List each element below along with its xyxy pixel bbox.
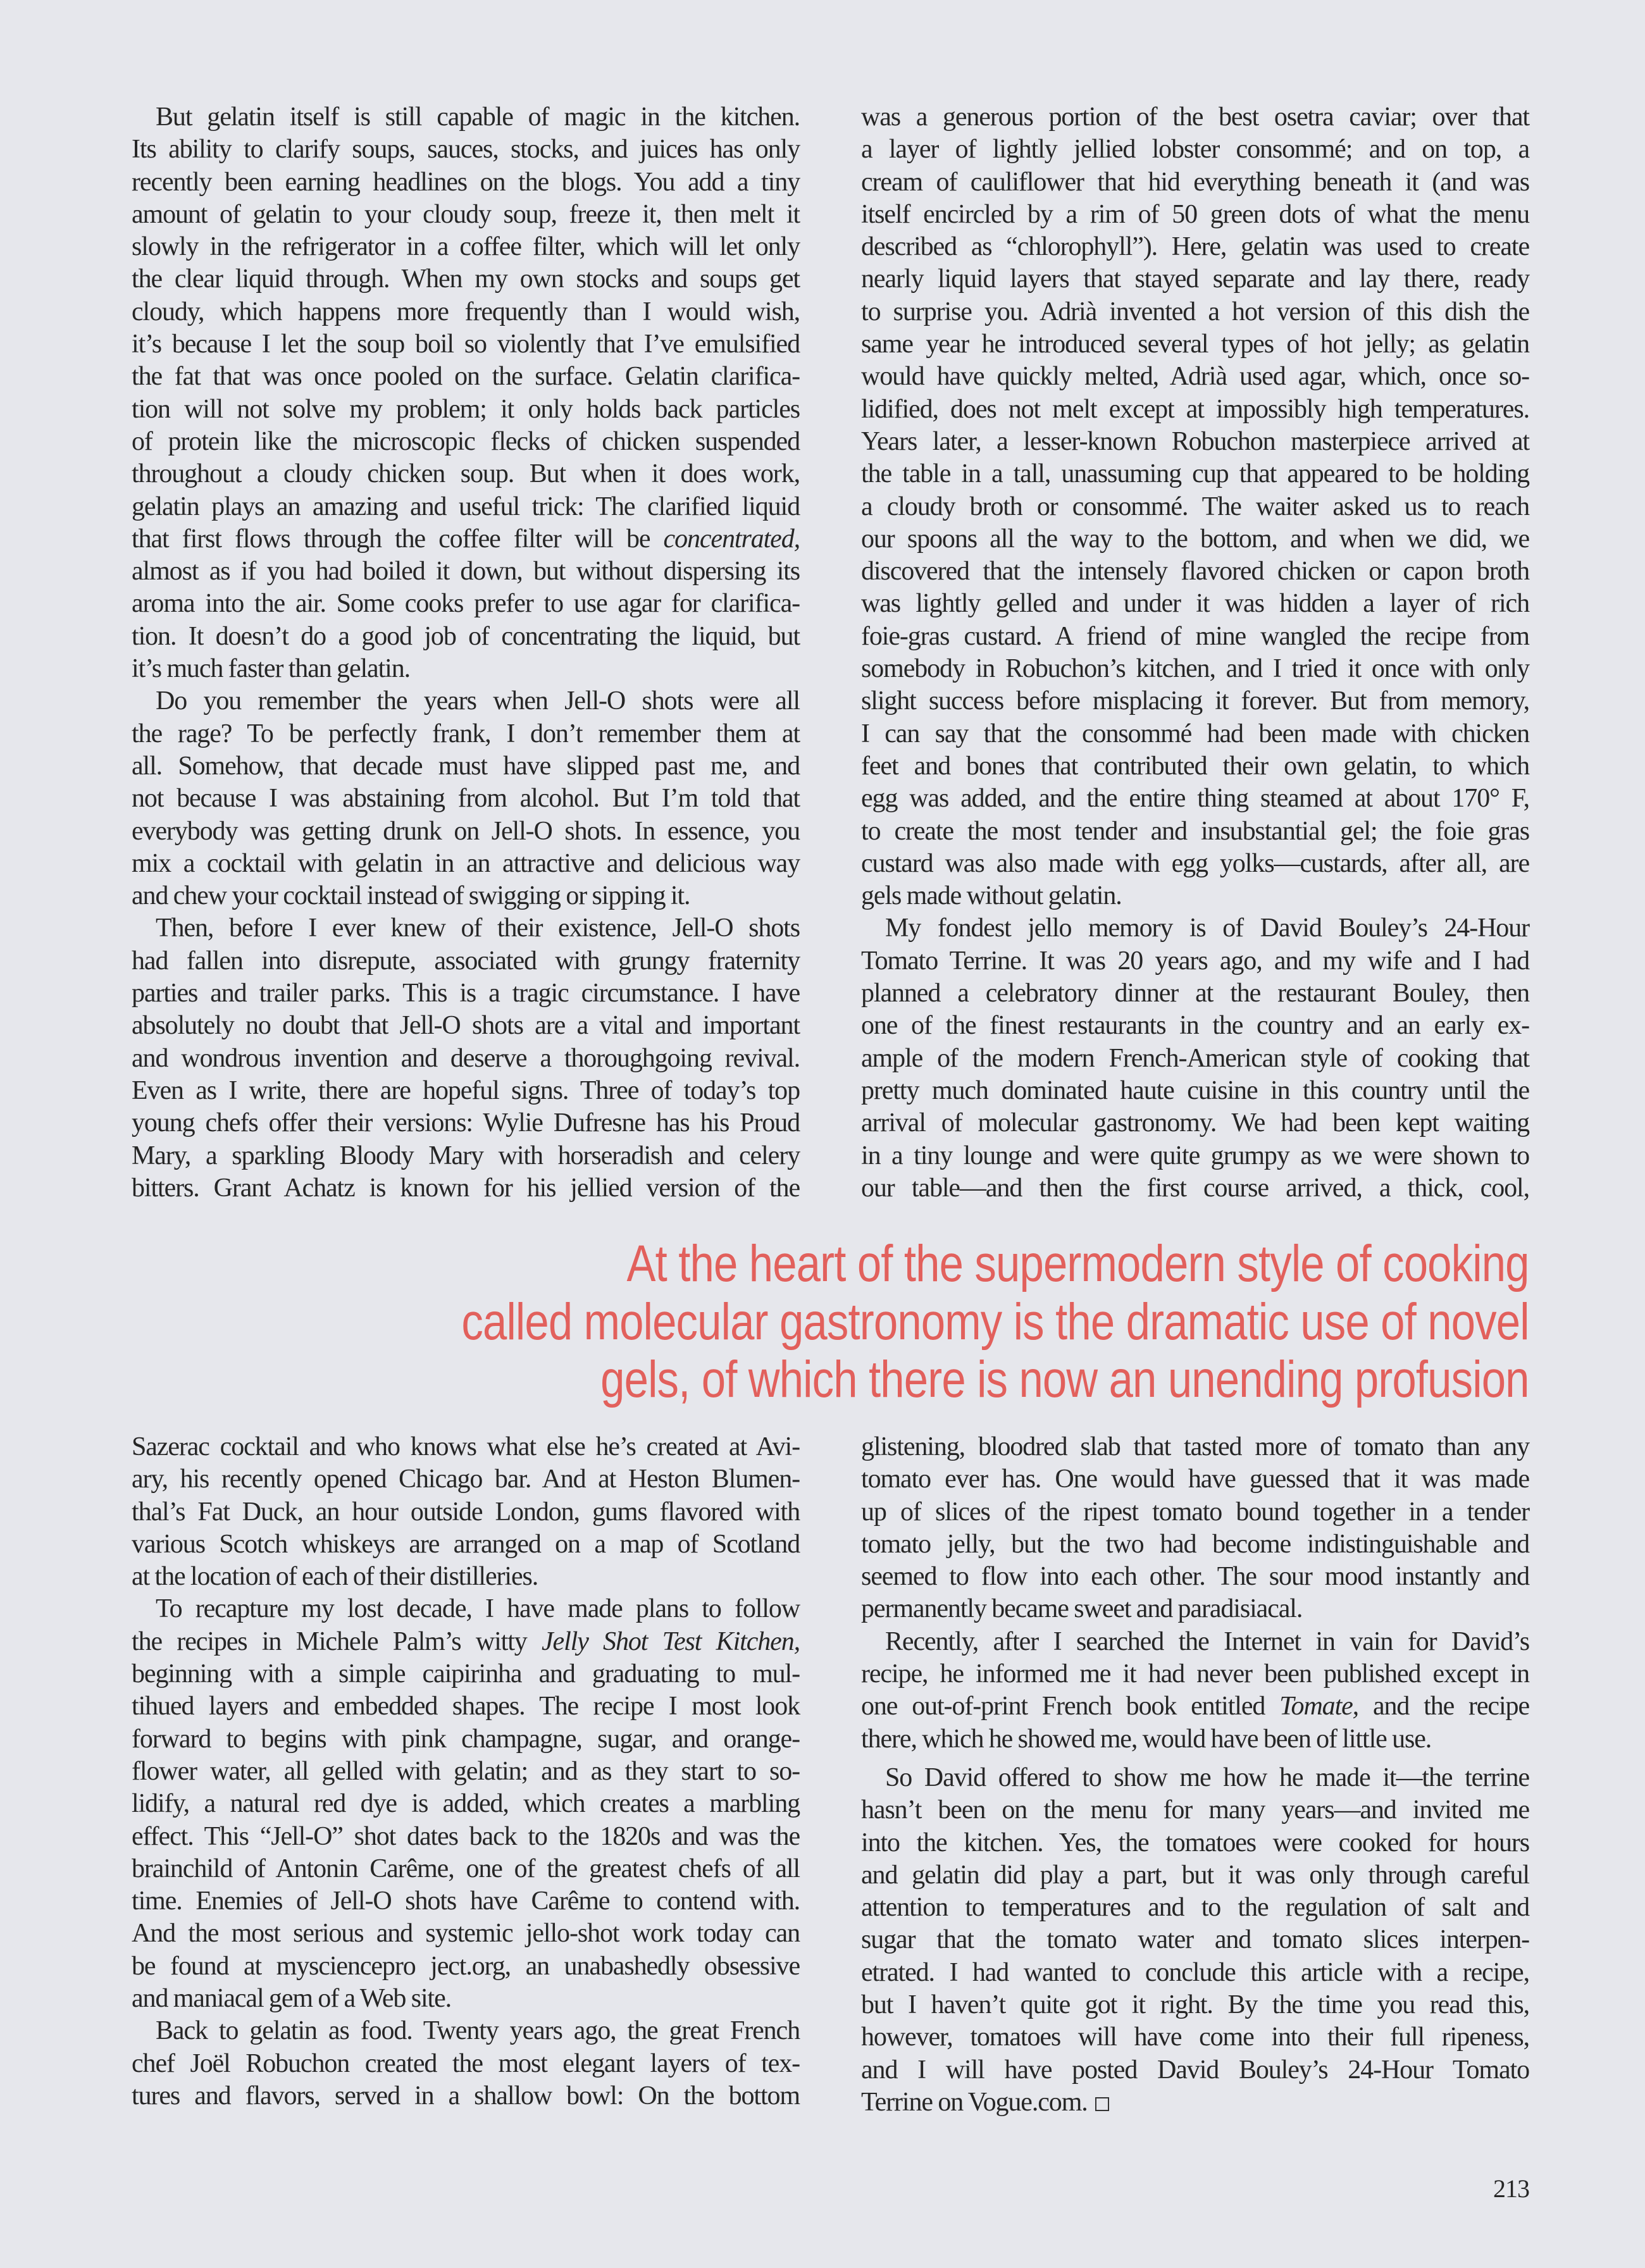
text-line	[132, 523, 800, 555]
text-line: cloudy, which happens more frequently than I would wish,	[132, 297, 800, 326]
text-run: that first flows through the coffee filter will be	[132, 524, 664, 554]
text-line: and maniacal gem of a Web site.	[132, 1984, 452, 2014]
text-line: slowly in the refrigerator in a coffee filter, which will let only	[132, 232, 800, 262]
text-line: Mary, a sparkling Bloody Mary with horseradish and celery	[132, 1141, 800, 1170]
text-line: tomato jelly, but the two had become indistinguishable and	[861, 1529, 1529, 1559]
paragraph	[132, 685, 800, 912]
end-of-article-square-icon	[1095, 2097, 1109, 2111]
paragraph	[861, 1762, 1529, 2119]
text-line: one of the finest restaurants in the country and an early ex-	[861, 1011, 1529, 1041]
text-line: effect. This “Jell-O” shot dates back to the 1820s and was the	[132, 1821, 800, 1851]
text-line: it’s because I let the soup boil so violently that I’ve emulsified	[132, 330, 800, 359]
text-line: the rage? To be perfectly frank, I don’t remember them at	[132, 719, 800, 748]
text-line: etrated. I had wanted to conclude this article with a recipe,	[861, 1957, 1529, 1987]
text-line: there, which he showed me, would have been of little use.	[861, 1724, 1432, 1754]
text-line: My fondest jello memory is of David Bouley’s 24-Hour	[885, 914, 1529, 943]
text-line: slight success before misplacing it forever. But from memory,	[861, 686, 1529, 716]
text-line: Recently, after I searched the Internet in vain for David’s	[885, 1627, 1529, 1656]
text-line: seemed to flow into each other. The sour mood instantly and	[861, 1562, 1529, 1592]
text-line: described as “chlorophyll”). Here, gelatin was used to create	[861, 232, 1529, 262]
text-line: our spoons all the way to the bottom, and when we did, we	[861, 524, 1529, 554]
text-line: So David offered to show me how he made it—the terrine	[885, 1763, 1529, 1792]
column-left-top	[132, 101, 800, 1205]
text-line: feet and bones that contributed their own gelatin, to which	[861, 751, 1529, 781]
text-line: attention to temperatures and to the regulation of salt and	[861, 1893, 1529, 1923]
text-line: itself encircled by a rim of 50 green dots of what the menu	[861, 199, 1529, 229]
text-line: cream of cauliflower that hid everything beneath it (and was	[861, 167, 1529, 197]
text-line: and gelatin did play a part, but it was only through careful	[861, 1860, 1529, 1890]
text-line: custard was also made with egg yolks—custards, after all, are	[861, 848, 1529, 878]
text-line: planned a celebratory dinner at the restaurant Bouley, then	[861, 979, 1529, 1008]
text-line: nearly liquid layers that stayed separate and lay there, ready	[861, 264, 1529, 294]
text-line: sugar that the tomato water and tomato slices interpen-	[861, 1925, 1529, 1955]
text-line: but I haven’t quite got it right. By the time you read this,	[861, 1990, 1529, 2020]
text-line	[132, 1626, 800, 1658]
text-line: of protein like the microscopic flecks of chicken suspended	[132, 426, 800, 456]
text-line: be found at mysciencepro ject.org, an unabashedly obsessive	[132, 1951, 800, 1981]
text-line: arrival of molecular gastronomy. We had been kept waiting	[861, 1108, 1529, 1138]
text-line: brainchild of Antonin Carême, one of the greatest chefs of all	[132, 1854, 800, 1883]
text-line: Even as I write, there are hopeful signs. Three of today’s top	[132, 1075, 800, 1105]
text-line: throughout a cloudy chicken soup. But when it does work,	[132, 459, 800, 489]
text-line: various Scotch whiskeys are arranged on a map of Scotland	[132, 1529, 800, 1559]
text-line: all. Somehow, that decade must have slipped past me, and	[132, 751, 800, 781]
text-line: ary, his recently opened Chicago bar. And at Heston Blumen-	[132, 1465, 800, 1494]
text-line: would have quickly melted, Adrià used agar, which, once so-	[861, 362, 1529, 392]
text-line: forward to begins with pink champagne, sugar, and orange-	[132, 1724, 800, 1754]
text-line: And the most serious and systemic jello-shot work today can	[132, 1919, 800, 1949]
text-line: same year he introduced several types of hot jelly; as gelatin	[861, 330, 1529, 359]
text-run: the recipes in Michele Palm’s witty	[132, 1627, 542, 1656]
paragraph	[861, 101, 1529, 912]
text-line: beginning with a simple caipirinha and graduating to mul-	[132, 1659, 800, 1689]
text-line: permanently became sweet and paradisiacal.	[861, 1594, 1303, 1624]
text-line: chef Joël Robuchon created the most elegant layers of tex-	[132, 2048, 800, 2078]
paragraph	[132, 1431, 800, 1593]
text-line: Then, before I ever knew of their existence, Jell-O shots	[156, 914, 800, 943]
text-line: time. Enemies of Jell-O shots have Carême to contend with.	[132, 1887, 800, 1916]
text-line: tion. It doesn’t do a good job of concentrating the liquid, but	[132, 621, 800, 651]
text-line: Sazerac cocktail and who knows what else he’s created at Avi-	[132, 1432, 800, 1461]
column-right-top	[861, 101, 1529, 1205]
text-line: ample of the modern French-American style of cooking that	[861, 1043, 1529, 1073]
text-line: into the kitchen. Yes, the tomatoes were cooked for hours	[861, 1828, 1529, 1857]
text-line: the fat that was once pooled on the surface. Gelatin clarifica-	[132, 362, 800, 392]
text-line: tion will not solve my problem; it only holds back particles	[132, 394, 800, 424]
text-line	[861, 1690, 1529, 1723]
text-run: and the recipe	[1358, 1692, 1529, 1721]
text-line: aroma into the air. Some cooks prefer to use agar for clarifica-	[132, 589, 800, 619]
text-line: pretty much dominated haute cuisine in this country until the	[861, 1075, 1529, 1105]
text-line: mix a cocktail with gelatin in an attractive and delicious way	[132, 848, 800, 878]
pull-quote-line: gels, of which there is now an unending profusion	[600, 1351, 1529, 1408]
text-line: discovered that the intensely flavored chicken or capon broth	[861, 557, 1529, 586]
italic-title: concentrated,	[663, 524, 800, 554]
italic-title: Jelly Shot Test Kitchen,	[541, 1627, 800, 1656]
text-line: I can say that the consommé had been made with chicken	[861, 719, 1529, 748]
pull-quote-line: At the heart of the supermodern style of cooking	[626, 1235, 1529, 1292]
text-line: and wondrous invention and deserve a thoroughgoing revival.	[132, 1043, 800, 1073]
text-line: bitters. Grant Achatz is known for his jellied version of the	[132, 1173, 800, 1203]
column-left-bottom	[132, 1431, 800, 2112]
text-line: absolutely no doubt that Jell-O shots are a vital and important	[132, 1011, 800, 1041]
text-line: Do you remember the years when Jell-O shots were all	[156, 686, 800, 716]
text-line: young chefs offer their versions: Wylie Dufresne has his Proud	[132, 1108, 800, 1138]
text-line: foie-gras custard. A friend of mine wangled the recipe from	[861, 621, 1529, 651]
text-line: to surprise you. Adrià invented a hot version of this dish the	[861, 297, 1529, 326]
text-line: hasn’t been on the menu for many years—and invited me	[861, 1795, 1529, 1825]
text-line: flower water, all gelled with gelatin; and as they start to so-	[132, 1756, 800, 1786]
text-line: had fallen into disrepute, associated with grungy fraternity	[132, 946, 800, 976]
text-line: almost as if you had boiled it down, but without dispersing its	[132, 557, 800, 586]
paragraph	[132, 101, 800, 685]
paragraph	[132, 1593, 800, 2015]
text-line: not because I was abstaining from alcohol. But I’m told that	[132, 784, 800, 814]
paragraph	[861, 1626, 1529, 1756]
text-line: and I will have posted David Bouley’s 24-Hour Tomato	[861, 2055, 1529, 2085]
text-line: was a generous portion of the best osetra caviar; over that	[861, 102, 1529, 132]
text-line: and chew your cocktail instead of swigging or sipping it.	[132, 881, 690, 911]
text-line: gels made without gelatin.	[861, 881, 1122, 911]
text-line: gelatin plays an amazing and useful trick: The clarified liquid	[132, 492, 800, 521]
text-line: the table in a tall, unassuming cup that appeared to be holding	[861, 459, 1529, 489]
paragraph	[861, 912, 1529, 1205]
text-line: our table—and then the first course arrived, a thick, cool,	[861, 1173, 1529, 1203]
paragraph	[861, 1431, 1529, 1626]
text-line: at the location of each of their distilleries.	[132, 1562, 538, 1592]
text-line: recently been earning headlines on the blogs. You add a tiny	[132, 167, 800, 197]
text-line: Its ability to clarify soups, sauces, stocks, and juices has only	[132, 135, 800, 164]
text-line: somebody in Robuchon’s kitchen, and I tried it once with only	[861, 654, 1529, 684]
text-line: however, tomatoes will have come into their full ripeness,	[861, 2023, 1529, 2052]
text-line: Back to gelatin as food. Twenty years ago, the great French	[156, 2016, 800, 2046]
text-line: Terrine on Vogue.com.	[861, 2086, 1529, 2119]
text-line: egg was added, and the entire thing steamed at about 170° F,	[861, 784, 1529, 814]
text-line: everybody was getting drunk on Jell-O shots. In essence, you	[132, 816, 800, 846]
text-line: to create the most tender and insubstantial gel; the foie gras	[861, 816, 1529, 846]
text-line: in a tiny lounge and were quite grumpy as we were shown to	[861, 1141, 1529, 1170]
text-line: it’s much faster than gelatin.	[132, 654, 411, 684]
text-line: a layer of lightly jellied lobster consommé; and on top, a	[861, 135, 1529, 164]
text-line: tihued layers and embedded shapes. The recipe I most look	[132, 1692, 800, 1721]
text-line: glistening, bloodred slab that tasted more of tomato than any	[861, 1432, 1529, 1461]
text-run: one out-of-print French book entitled	[861, 1692, 1280, 1721]
text-line: amount of gelatin to your cloudy soup, freeze it, then melt it	[132, 199, 800, 229]
text-line: Years later, a lesser-known Robuchon masterpiece arrived at	[861, 426, 1529, 456]
italic-title: Tomate,	[1279, 1692, 1359, 1721]
text-line: tures and flavors, served in a shallow bowl: On the bottom	[132, 2081, 800, 2110]
text-line: lidified, does not melt except at impossibly high temperatures.	[861, 394, 1529, 424]
paragraph	[132, 912, 800, 1205]
text-line: up of slices of the ripest tomato bound together in a tender	[861, 1497, 1529, 1527]
text-line: But gelatin itself is still capable of magic in the kitchen.	[156, 102, 800, 132]
pull-quote-line: called molecular gastronomy is the dramatic use of novel	[461, 1292, 1529, 1351]
text-line: thal’s Fat Duck, an hour outside London, gums flavored with	[132, 1497, 800, 1527]
column-right-bottom	[861, 1431, 1529, 2119]
pull-quote	[258, 1235, 1529, 1409]
text-line: a cloudy broth or consommé. The waiter asked us to reach	[861, 492, 1529, 521]
text-line: was lightly gelled and under it was hidden a layer of rich	[861, 589, 1529, 619]
text-line: the clear liquid through. When my own stocks and soups get	[132, 264, 800, 294]
paragraph	[132, 2015, 800, 2112]
text-line: lidify, a natural red dye is added, which creates a marbling	[132, 1789, 800, 1819]
text-line: tomato ever has. One would have guessed that it was made	[861, 1465, 1529, 1494]
text-line: To recapture my lost decade, I have made plans to follow	[156, 1594, 800, 1624]
text-line: Tomato Terrine. It was 20 years ago, and my wife and I had	[861, 946, 1529, 976]
text-line: parties and trailer parks. This is a tragic circumstance. I have	[132, 979, 800, 1008]
text-line: recipe, he informed me it had never been published except in	[861, 1659, 1529, 1689]
page-number: 213	[1493, 2174, 1529, 2203]
